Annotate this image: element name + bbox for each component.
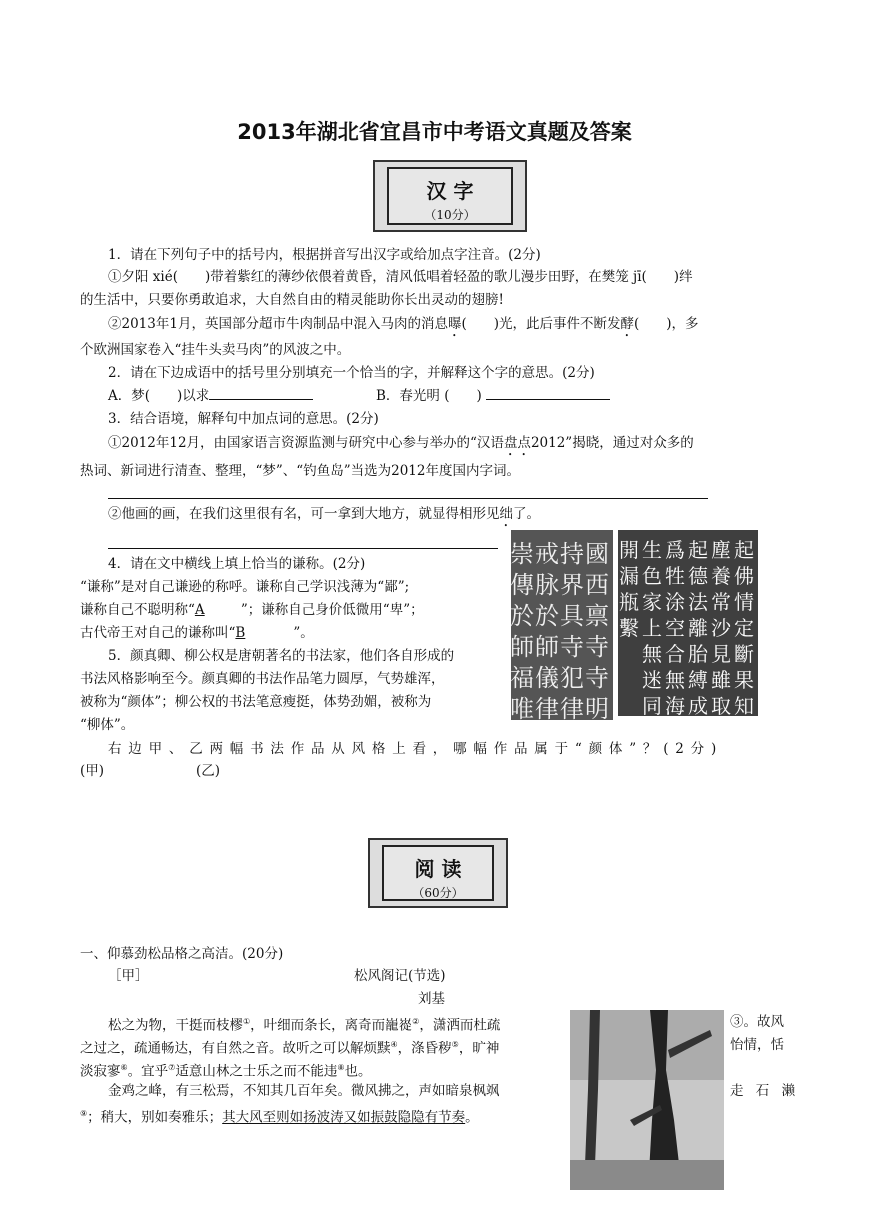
q2-stem: 2．请在下边成语中的括号里分别填充一个恰当的字，并解释这个字的意思。(2分) [108,365,595,381]
q3-stem: 3．结合语境，解释句中加点词的意思。(2分) [108,411,379,427]
calligraphy-glyph: 具 [560,602,584,630]
calligraphy-glyph: 無 [642,642,662,666]
p1-l2-c: ，旷神 [458,1040,500,1057]
q1-s2-mid: ( )光，此后事件不断发 [461,316,621,332]
calligraphy-glyph: 斷 [734,642,754,666]
calligraphy-glyph: 西 [585,571,609,599]
q3-sentence2 [108,503,540,530]
q1-stem: 1．请在下列句子中的括号内，根据拼音写出汉字或给加点字注音。(2分) [108,247,541,263]
q4-l3-pre: 古代帝王对自己的谦称叫“ [80,625,236,641]
p1-l3-c: 适意山林之士乐之而不能违 [175,1063,338,1080]
p1-l2-a: 之过之，疏通畅达，有自然之音。故听之可以解烦黩 [80,1040,391,1057]
q3-answer-line-1[interactable] [108,498,708,499]
q1-s2-pre: ②2013年1月，英国部分超市牛肉制品中混入马肉的消息 [108,316,448,332]
q2-a-text: A．梦( )以求 [108,388,210,404]
calligraphy-glyph: 繫 [619,616,639,640]
q2-option-b [376,385,610,407]
dotted-char-chu: 绌 [499,506,513,522]
q2-b-text: B．春光明 ( ) [376,388,482,404]
calligraphy-glyph: 胎 [688,642,708,666]
reading-p2-line1-tail: 走 石 濑 [730,1083,800,1099]
blank-b-label: B [235,625,246,641]
calligraphy-glyph: 空 [665,616,685,640]
p1-l1-b: ，叶细而条长，离奇而巃嵸 [250,1017,413,1034]
calligraphy-glyph: 唯 [510,695,534,723]
calligraphy-glyph: 崇 [510,540,534,568]
p1-l3-d: 也。 [344,1063,372,1080]
calligraphy-glyph: 牲 [665,564,685,588]
q3-s1-post: 2012”揭晓，通过对众多的 [530,435,694,451]
q4-blank-b[interactable] [235,622,293,644]
calligraphy-glyph: 師 [535,633,559,661]
calligraphy-glyph: 合 [665,642,685,666]
p1-l2-b: ，涤昏秽 [397,1040,452,1057]
note-9: ⑨ [80,1109,88,1118]
q1-sentence1-line2: 的生活中，只要你勇敢追求，大自然自由的精灵能助你长出灵动的翅膀! [80,292,504,308]
reading-jia-label: ［甲］ [108,968,149,984]
calligraphy-glyph: 見 [711,642,731,666]
p2-l2-a: ；稍大，别如奏雅乐； [87,1109,223,1126]
calligraphy-glyph: 起 [734,538,754,562]
calligraphy-glyph: 上 [642,616,662,640]
reading-p1-line2 [80,1034,499,1060]
q3-sentence1-line1 [108,432,694,459]
q5-line4: “柳体”。 [80,717,135,733]
note-5: ⑤ [451,1040,459,1049]
calligraphy-glyph: 界 [560,571,584,599]
calligraphy-image-yi [618,530,758,716]
pine-tree-illustration [570,1010,724,1190]
calligraphy-glyph: 沙 [711,616,731,640]
calligraphy-glyph: 涂 [665,590,685,614]
dotted-word-pandian: 盘点 [503,435,531,451]
q3-s2-pre: ②他画的画，在我们这里很有名，可一拿到大地方，就显得相形见 [108,506,500,522]
calligraphy-glyph: 寺 [560,633,584,661]
q4-l3-post: ”。 [293,625,314,641]
calligraphy-glyph: 漏 [619,564,639,588]
reading-p1-line3 [80,1057,372,1083]
reading-p2-line1: 金鸡之峰，有三松焉，不知其几百年矣。微风拂之，声如暗泉枫飒 [108,1083,500,1099]
calligraphy-glyph: 迷 [642,668,662,692]
calligraphy-glyph: 定 [734,616,754,640]
calligraphy-glyph: 爲 [665,538,685,562]
calligraphy-glyph: 瓶 [619,590,639,614]
section-banner-hanzi [373,160,527,232]
calligraphy-glyph: 開 [619,538,639,562]
note-7: ⑦ [168,1063,176,1072]
p1-l1-c: ，潇洒而杜疏 [419,1017,501,1034]
calligraphy-glyph: 寺 [585,664,609,692]
note-2: ② [412,1017,420,1026]
calligraphy-glyph: 離 [688,616,708,640]
q1-s2-post: ( )，多 [634,316,699,332]
p1-l1-a: 松之为物，干挺而枝樛 [108,1017,243,1034]
calligraphy-glyph: 於 [510,602,534,630]
calligraphy-glyph: 福 [510,664,534,692]
p1-l3-a: 淡寂寥 [80,1063,121,1080]
banner-frame [387,167,513,225]
note-8: ⑧ [337,1063,345,1072]
calligraphy-glyph: 色 [642,564,662,588]
q5-line2: 书法风格影响至今。颜真卿的书法作品笔力圆厚，气势雄浑， [80,671,445,687]
q4-line1: “谦称”是对自己谦逊的称呼。谦称自己学识浅薄为“鄙”; [80,579,410,595]
calligraphy-glyph: 縛 [688,668,708,692]
calligraphy-glyph: 傳 [510,571,534,599]
note-4: ④ [390,1040,398,1049]
note-6: ⑥ [120,1063,128,1072]
calligraphy-glyph: 德 [688,564,708,588]
calligraphy-glyph: 情 [734,590,754,614]
calligraphy-glyph: 起 [688,538,708,562]
banner-heading: 阅 读 [414,857,462,881]
banner-score: （60分） [412,886,464,900]
calligraphy-glyph: 儀 [535,664,559,692]
q3-s2-post: 了。 [513,506,540,522]
calligraphy-glyph: 雖 [711,668,731,692]
q4-l2-post: ”；谦称自己身价低微用“卑”； [240,602,424,618]
calligraphy-glyph: 犯 [560,664,584,692]
banner-score: （10分） [424,208,476,222]
page-title: 2013年湖北省宜昌市中考语文真题及答案 [237,120,632,144]
q1-sentence2-line2: 个欧洲国家卷入“挂牛头卖马肉”的风波之中。 [80,342,351,358]
calligraphy-glyph: 於 [535,602,559,630]
calligraphy-glyph: 禀 [585,602,609,630]
q5-line5: 右边甲、乙两幅书法作品从风格上看，哪幅作品属于“颜体”？(2分) [108,741,724,757]
calligraphy-glyph: 常 [711,590,731,614]
q3-answer-line-2[interactable] [108,548,498,549]
dotted-char-jiao: 酵 [620,316,634,332]
reading-p1-line2-tail: 怡情，恬 [730,1037,784,1053]
calligraphy-glyph: 律 [535,695,559,723]
calligraphy-glyph: 生 [642,538,662,562]
q5-line3: 被称为“颜体”；柳公权的书法笔意瘦挺，体势劲媚，被称为 [80,694,432,710]
calligraphy-glyph: 師 [510,633,534,661]
calligraphy-glyph: 脉 [535,571,559,599]
reading-p2-line2 [80,1103,479,1129]
q4-stem: 4．请在文中横线上填上恰当的谦称。(2分) [108,556,366,572]
q5-jia-label: (甲) [80,763,105,779]
q2-b-blank[interactable] [486,385,610,400]
q1-sentence2-line1 [108,313,699,340]
p2-l2-c: 。 [465,1109,479,1126]
reading-author: 刘基 [418,991,445,1007]
calligraphy-glyph: 取 [711,694,731,718]
note-1: ① [243,1017,251,1026]
p1-l3-b: 。宜乎 [127,1063,169,1080]
banner-frame [382,845,494,901]
blank-a-label: A [194,602,205,618]
calligraphy-glyph: 成 [688,694,708,718]
calligraphy-glyph: 國 [585,540,609,568]
banner-heading: 汉 字 [426,179,474,203]
calligraphy-glyph: 持 [560,540,584,568]
calligraphy-glyph: 養 [711,564,731,588]
calligraphy-glyph: 律 [560,695,584,723]
calligraphy-image-jia [510,530,613,723]
q4-l2-pre: 谦称自己不聪明称“ [80,602,195,618]
calligraphy-glyph: 明 [585,695,609,723]
underlined-sentence: 其大风至则如扬波涛又如振鼓隐隐有节奏 [222,1109,466,1126]
calligraphy-glyph: 塵 [711,538,731,562]
q4-blank-a[interactable] [195,599,241,621]
q5-line1: 5．颜真卿、柳公权是唐朝著名的书法家，他们各自形成的 [108,648,455,664]
calligraphy-glyph: 寺 [585,633,609,661]
reading-p1-line1 [108,1011,500,1037]
reading-p1-line1-tail: ③。故风 [730,1014,784,1030]
calligraphy-glyph: 法 [688,590,708,614]
calligraphy-glyph: 無 [665,668,685,692]
q3-sentence1-line2: 热词、新词进行清查、整理，“梦”、“钓鱼岛”当选为2012年度国内字词。 [80,463,520,479]
reading-part1-heading: 一、仰慕劲松品格之高洁。(20分) [80,946,284,962]
dotted-char-pu: 曝 [447,316,462,332]
q1-sentence1-line1: ①夕阳 xié( )带着紫红的薄纱依偎着黄昏，清风低唱着轻盈的歌儿漫步田野，在樊笼 jī( )绊 [108,269,693,285]
q4-line2 [80,599,424,621]
calligraphy-glyph: 知 [734,694,754,718]
calligraphy-glyph: 戒 [535,540,559,568]
q5-yi-label: (乙) [196,763,221,779]
calligraphy-glyph: 果 [734,668,754,692]
q3-s1-pre: ①2012年12月，由国家语言资源监测与研究中心参与举办的“汉语 [108,435,504,451]
calligraphy-glyph: 海 [665,694,685,718]
reading-text-title: 松风阁记(节选) [354,968,446,984]
pine-tree-image [570,1010,724,1190]
calligraphy-glyph: 佛 [734,564,754,588]
calligraphy-glyph: 家 [642,590,662,614]
calligraphy-glyph: 同 [642,694,662,718]
section-banner-yuedu [368,838,508,908]
q2-a-blank[interactable] [209,385,313,400]
q2-option-a [108,385,313,407]
q4-line3 [80,622,314,644]
